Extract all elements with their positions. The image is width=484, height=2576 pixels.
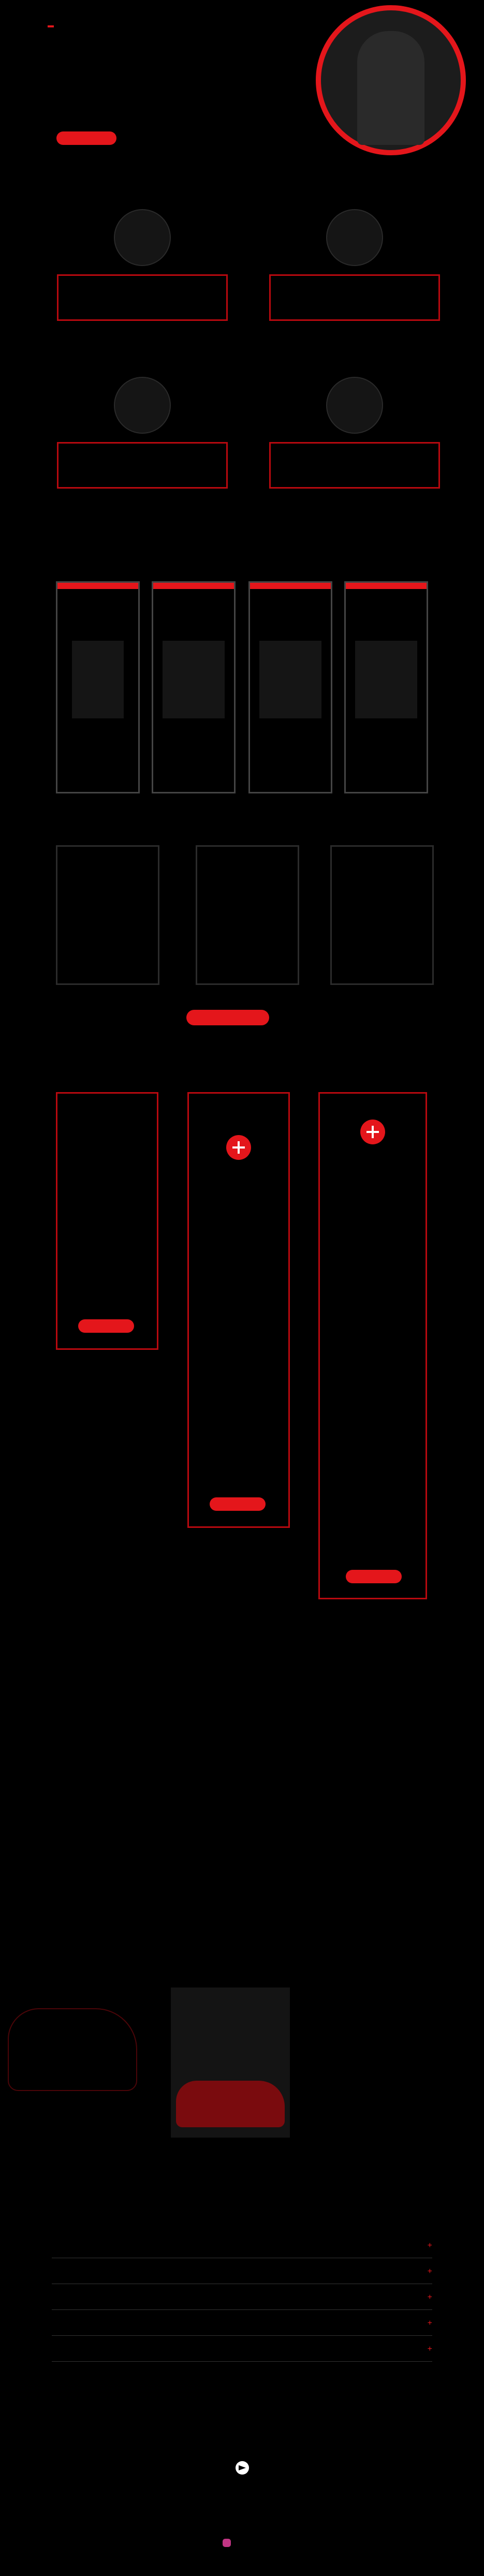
fit-illustration (114, 377, 171, 434)
after-image (163, 641, 225, 718)
plus-icon: + (427, 2241, 432, 2250)
package-card-1 (56, 1092, 158, 1350)
after-text (346, 589, 427, 636)
fit-card-1 (57, 201, 228, 321)
fit-illustration (326, 377, 383, 434)
after-card-1 (56, 581, 140, 793)
after-text (153, 589, 234, 636)
fit-illustration (326, 209, 383, 266)
program-module-2 (196, 845, 299, 985)
program-button[interactable] (186, 1010, 269, 1025)
package-button[interactable] (210, 1497, 266, 1511)
program-section (0, 799, 484, 1042)
package-button[interactable] (78, 1319, 134, 1333)
faq-item[interactable] (52, 2285, 432, 2310)
after-label (346, 583, 427, 589)
after-image (259, 641, 321, 718)
how-section (0, 1625, 484, 2143)
footer (0, 2503, 484, 2575)
faq-item[interactable] (52, 2259, 432, 2284)
speaker-car (176, 2081, 285, 2127)
after-label (153, 583, 234, 589)
faq-item[interactable] (52, 2233, 432, 2258)
plus-bar (238, 1141, 240, 1154)
package-card-2 (187, 1092, 290, 1528)
program-module-1 (56, 845, 159, 985)
packages-section (0, 1056, 484, 1605)
fit-card-2 (269, 201, 440, 321)
program-module-3 (330, 845, 434, 985)
after-text (57, 589, 138, 636)
telegram-plane (239, 2465, 246, 2470)
after-label (250, 583, 331, 589)
hero (0, 0, 484, 166)
fit-card-3 (57, 369, 228, 489)
fit-text-box (57, 274, 228, 321)
plus-icon (360, 1120, 385, 1144)
faq-item[interactable] (52, 2337, 432, 2362)
after-text (250, 589, 331, 636)
car-outline (8, 2008, 137, 2091)
fit-text-box (57, 442, 228, 489)
faq-section (0, 2202, 484, 2425)
plus-icon: + (427, 2292, 432, 2302)
hero-person (357, 31, 424, 145)
after-section (0, 562, 484, 815)
support-section (0, 2425, 484, 2487)
plus-bar (372, 1126, 374, 1138)
after-card-3 (248, 581, 332, 793)
fit-illustration (114, 209, 171, 266)
after-label (57, 583, 138, 589)
stats-section (0, 2143, 484, 2184)
plus-icon: + (427, 2266, 432, 2276)
after-image (72, 641, 124, 718)
fit-card-4 (269, 369, 440, 489)
telegram-icon[interactable] (236, 2461, 249, 2475)
after-card-2 (152, 581, 236, 793)
package-button[interactable] (346, 1570, 402, 1583)
fit-section (0, 172, 484, 569)
after-card-4 (344, 581, 428, 793)
hero-button[interactable] (56, 131, 116, 145)
hero-line (48, 25, 54, 27)
after-image (355, 641, 417, 718)
plus-icon (226, 1135, 251, 1160)
speaker-block (0, 1988, 484, 2143)
fit-text-box (269, 442, 440, 489)
speaker-photo (171, 1988, 290, 2138)
plus-icon: + (427, 2318, 432, 2328)
plus-icon: + (427, 2344, 432, 2353)
faq-item[interactable] (52, 2311, 432, 2336)
instagram-link[interactable] (223, 2539, 234, 2547)
package-card-3 (318, 1092, 427, 1599)
fit-text-box (269, 274, 440, 321)
instagram-icon (223, 2539, 231, 2547)
hero-photo (316, 5, 466, 155)
hero-text (48, 11, 234, 30)
